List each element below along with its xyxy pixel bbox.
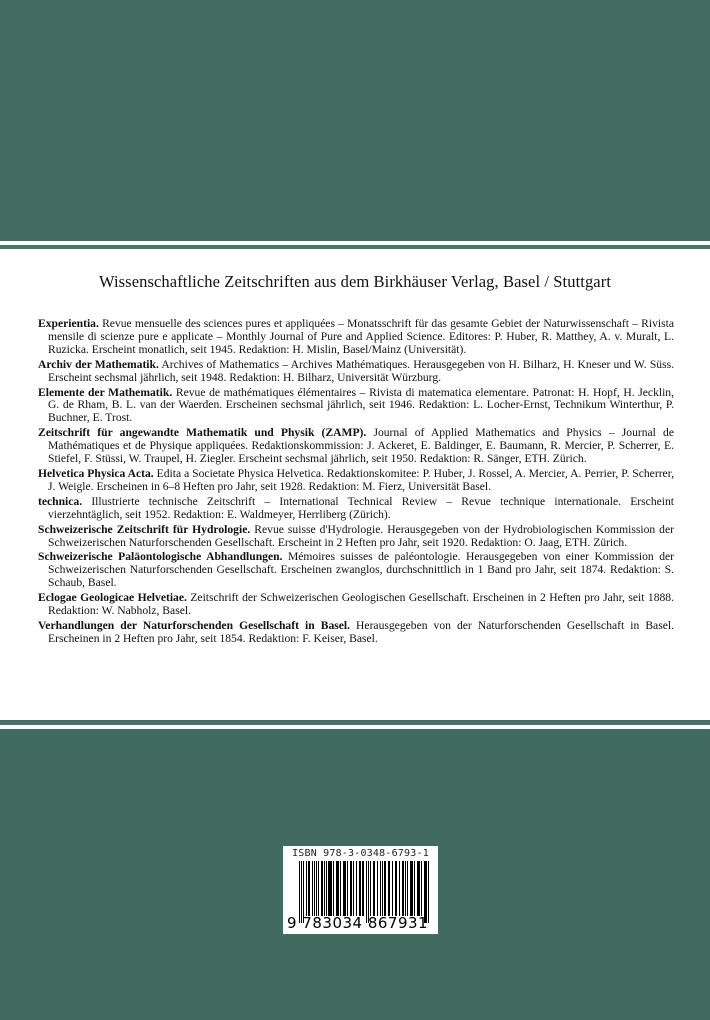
journal-list — [38, 318, 674, 648]
barcode-bar — [370, 861, 371, 916]
journal-description: Zeitschrift der Schweizerischen Geologischen Gesellschaft. Erscheinen in 2 Heften pro Jahr, seit 1888. Redaktion: W. Nabholz, Basel. — [48, 591, 674, 618]
barcode-bar — [331, 861, 332, 916]
journal-name: Eclogae Geologicae Helvetiae. — [38, 591, 187, 605]
journal-entry — [38, 359, 674, 385]
barcode-bar — [316, 861, 317, 916]
journal-name: Elemente der Mathematik. — [38, 385, 173, 399]
barcode-bar — [384, 861, 386, 916]
journal-description: Mémoires suisses de paléontologie. Herausgegeben von einer Kommission der Schweizerischen Naturforschenden Gesellschaft. Erscheinen zwanglos, durchschnittlich in 1 Band pro Jahr, seit 1874. Redaktion: S. Schaub, Basel. — [48, 550, 674, 590]
journal-description: Revue suisse d'Hydrologie. Herausgegeben von der Hydrobiologischen Kommission der Schweizerischen Naturforschenden Gesellschaft. Erscheint in 2 Heften pro Jahr, seit 1920. Redaktion: O. Jaag, ETH. Zürich. — [48, 522, 674, 549]
barcode-bar — [389, 861, 390, 916]
barcode-bar — [340, 861, 341, 916]
barcode-bar — [328, 861, 330, 916]
journal-description: Revue mensuelle des sciences pures et appliquées – Monatsschrift für das gesamte Gebiet der Naturwissenschaft – Rivista mensile di scienze pure e applicate – Monthly Journal of Pure and Applied Science. Editores: P. Huber, R. Matthey, A. v. Muralt, L. Ruzicka. Erscheint monatlich, seit 1945. Redaktion: H. Mislin, Basel/Mainz (Universität). — [48, 317, 674, 356]
journal-name: Helvetica Physica Acta. — [38, 466, 154, 480]
barcode-bar — [345, 861, 346, 916]
barcode-bar — [362, 861, 363, 916]
barcode-bar — [407, 861, 408, 916]
barcode-bar — [356, 861, 357, 916]
barcode-bar — [374, 861, 375, 916]
journal-name: Zeitschrift für angewandte Mathematik und Physik (ZAMP). — [38, 426, 367, 440]
journal-name: Schweizerische Paläontologische Abhandlungen. — [38, 550, 283, 564]
journal-name: technica. — [38, 494, 83, 508]
journal-entry — [38, 551, 674, 590]
barcode-bar — [402, 861, 404, 916]
barcode-bar — [360, 861, 361, 916]
journal-description: Herausgegeben von der Naturforschenden Gesellschaft in Basel. Erscheinen in 2 Heften pro Jahr, seit 1854. Redaktion: F. Keiser, Basel. — [48, 618, 674, 645]
barcode-bar — [318, 861, 319, 916]
journal-entry — [38, 524, 674, 550]
barcode-bar — [396, 861, 397, 916]
barcode-bar — [350, 861, 352, 916]
journal-entry — [38, 620, 674, 646]
barcode-bar — [353, 861, 354, 916]
barcode-bars — [299, 861, 431, 921]
journal-name: Schweizerische Zeitschrift für Hydrologie. — [38, 522, 251, 536]
journal-name: Verhandlungen der Naturforschenden Gesellschaft in Basel. — [38, 618, 351, 632]
barcode-bar — [338, 861, 339, 916]
journal-name: Experientia. — [38, 317, 99, 330]
barcode-bar — [308, 861, 310, 916]
barcode-digits: 9 783034 867931 — [287, 914, 429, 932]
barcode-bar — [421, 861, 422, 916]
page-title: Wissenschaftliche Zeitschriften aus dem Birkhäuser Verlag, Basel / Stuttgart — [98, 272, 612, 291]
barcode-bar — [411, 861, 412, 916]
journal-entry — [38, 496, 674, 522]
barcode-bar — [418, 861, 419, 916]
journal-description: Journal of Applied Mathematics and Physics – Journal de Mathématiques et de Physique appliquées. Redaktionskommission: J. Ackeret, E. Baldinger, E. Baumann, R. Mercier, P. Scherrer, E. Stiefel, F. Stüssi, W. Traupel, H. Ziegler. Erscheint sechsmal jährlich, seit 1950. Redaktion: R. Sänger, ETH. Zürich. — [48, 426, 674, 466]
barcode-bar — [324, 861, 325, 916]
barcode-bar — [333, 861, 334, 916]
journal-description: Revue de mathématiques élémentaires – Rivista di matematica elementare. Patronat: H. Hopf, H. Jecklin, G. de Rham, B. L. van der Waerden. Erscheinen sechsmal jährlich, seit 1946. Redaktion: L. Locher-Ernst, Technikum Winterthur, P. Buchner, E. Trost. — [48, 385, 674, 425]
journal-entry — [38, 427, 674, 466]
cover-top-band — [0, 0, 710, 241]
barcode-bar — [392, 861, 393, 916]
barcode-bar — [377, 861, 378, 916]
isbn-label: ISBN 978-3-0348-6793-1 — [292, 848, 429, 859]
barcode-bar — [312, 861, 313, 916]
barcode-bar — [414, 861, 415, 916]
journal-description: Archives of Mathematics – Archives Mathématiques. Herausgegeben von H. Bilharz, H. Kneser und W. Süss. Erscheint sechsmal jährlich, seit 1948. Redaktion: H. Bilharz, Universität Würzburg. — [48, 357, 675, 384]
journal-entry — [38, 318, 674, 357]
journal-name: Archiv der Mathematik. — [38, 357, 159, 371]
journal-entry — [38, 387, 674, 426]
barcode-bar — [326, 861, 327, 916]
barcode-bar — [382, 861, 383, 916]
journal-entry — [38, 468, 674, 494]
journal-entry — [38, 592, 674, 618]
journal-description: Edita a Societate Physica Helvetica. Redaktionskomitee: P. Huber, J. Rossel, A. Mercier, A. Perrier, P. Scherrer, J. Weigle. Erscheinen in 6–8 Heften pro Jahr, seit 1928. Redaktion: M. Fierz, Universität Basel. — [48, 466, 674, 493]
barcode-bar — [347, 861, 348, 916]
isbn-barcode — [283, 846, 438, 934]
barcode-bar — [405, 861, 406, 916]
journal-description: Illustrierte technische Zeitschrift – International Technical Review – Revue technique internationale. Erscheint vierzehntäglich, seit 1952. Redaktion: E. Waldmeyer, Herrliberg (Zürich). — [48, 494, 674, 521]
barcode-bar — [399, 861, 400, 916]
divider-rule — [0, 725, 710, 729]
